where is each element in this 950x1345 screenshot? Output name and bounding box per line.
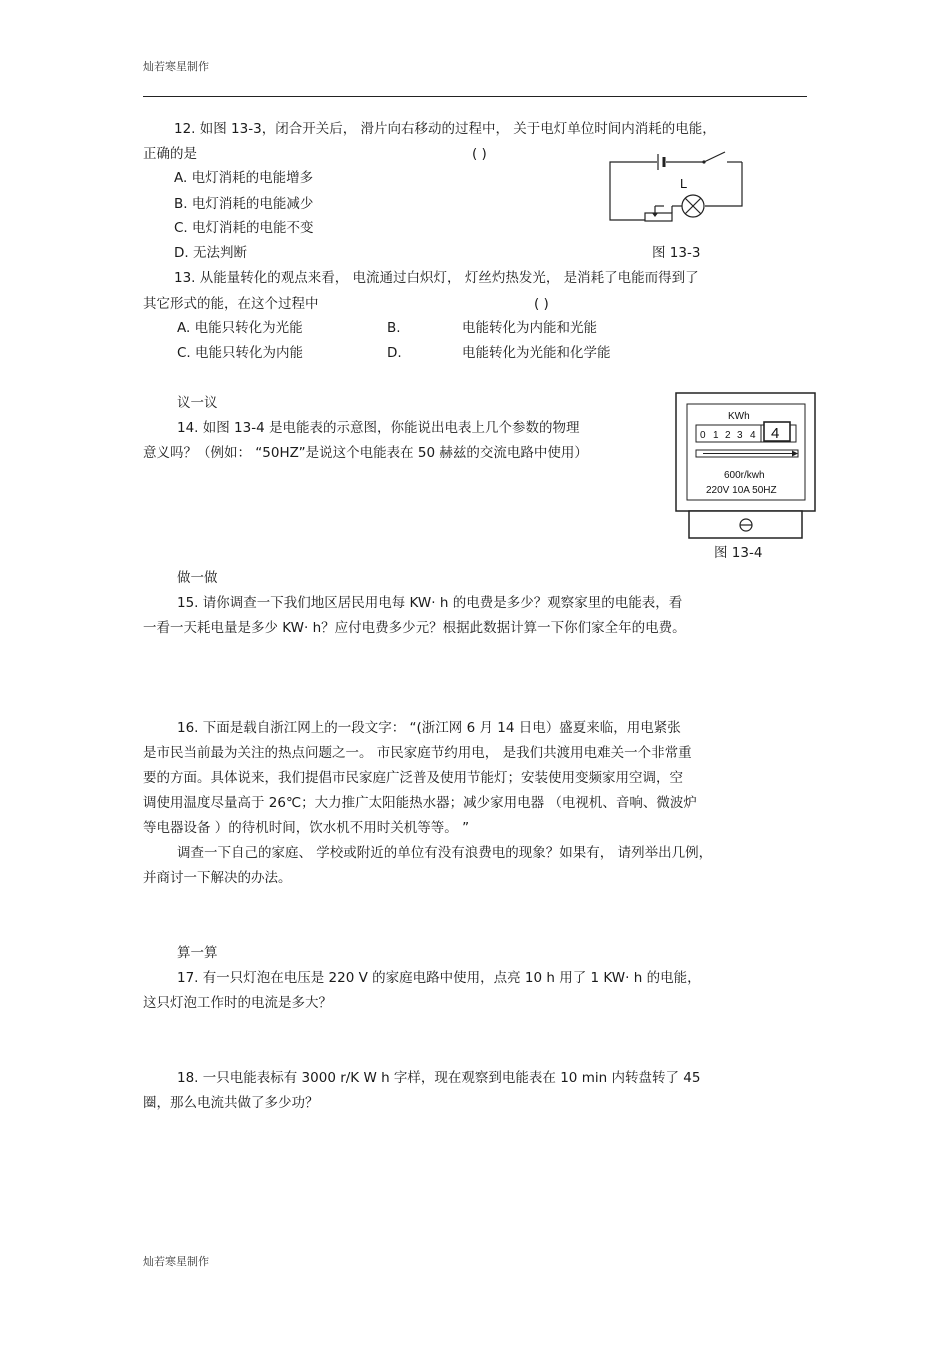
meter-digit: 2 <box>725 430 731 441</box>
lamp-label: L <box>680 176 688 191</box>
q12-option-c: C. 电灯消耗的电能不变 <box>174 220 314 236</box>
q16-line: 调使用温度尽量高于 26℃；大力推广太阳能热水器；减少家用电器 （电视机、音响、微波炉 <box>143 795 697 811</box>
q15-line2: 一看一天耗电量是多少 KW· h？应付电费多少元？根据此数据计算一下你们家全年的电费。 <box>143 620 686 636</box>
q12-option-b: B. 电灯消耗的电能减少 <box>174 196 314 212</box>
meter-big-digit: 4 <box>771 425 780 442</box>
q12-option-a: A. 电灯消耗的电能增多 <box>174 170 314 186</box>
page-footer: 灿若寒星制作 <box>143 1255 209 1268</box>
header-rule <box>143 96 807 97</box>
meter-spec-label: 220V 10A 50HZ <box>706 485 777 496</box>
circuit-diagram-figure <box>600 146 750 226</box>
q13-option-b-text: 电能转化为内能和光能 <box>462 320 597 336</box>
page-header: 灿若寒星制作 <box>143 60 209 73</box>
q13-line2: 其它形式的能，在这个过程中 <box>143 296 319 312</box>
electric-meter-figure <box>675 392 817 540</box>
q13-option-d-text: 电能转化为光能和化学能 <box>462 345 611 361</box>
q12-answer-bracket: ( ) <box>472 146 487 162</box>
section-heading-do: 做一做 <box>177 570 218 586</box>
q16-line: 要的方面。具体说来，我们提倡市民家庭广泛普及使用节能灯；安装使用变频家用空调，空 <box>143 770 683 786</box>
q17-line1: 17. 有一只灯泡在电压是 220 V 的家庭电路中使用，点亮 10 h 用了 1 KW· h 的电能， <box>177 970 701 986</box>
section-heading-calc: 算一算 <box>177 945 218 961</box>
q16-line: 并商讨一下解决的办法。 <box>143 870 292 886</box>
q12-option-d: D. 无法判断 <box>174 245 247 261</box>
fig13-3-caption: 图 13-3 <box>652 245 701 261</box>
q13-option-c: C. 电能只转化为内能 <box>177 345 304 361</box>
q17-line2: 这只灯泡工作时的电流是多大？ <box>143 995 332 1011</box>
meter-digit: 0 <box>700 430 706 441</box>
meter-rate-label: 600r/kwh <box>724 470 765 481</box>
meter-digit: 4 <box>750 430 756 441</box>
q13-option-d-letter: D. <box>387 345 402 361</box>
q14-line1: 14. 如图 13-4 是电能表的示意图，你能说出电表上几个参数的物理 <box>177 420 580 436</box>
fig13-4-caption: 图 13-4 <box>714 545 763 561</box>
q18-line2: 圈，那么电流共做了多少功？ <box>143 1095 319 1111</box>
q16-line: 是市民当前最为关注的热点问题之一。 市民家庭节约用电， 是我们共渡用电难关一个非常重 <box>143 745 692 761</box>
switch-icon <box>704 152 725 162</box>
q14-line2: 意义吗？（例如： “50HZ”是说这个电能表在 50 赫兹的交流电路中使用） <box>143 445 588 461</box>
q13-option-b-letter: B. <box>387 320 401 336</box>
q12-line1: 12. 如图 13-3，闭合开关后， 滑片向右移动的过程中， 关于电灯单位时间内消耗的电能， <box>174 121 716 137</box>
q16-line: 等电器设备 ）的待机时间，饮水机不用时关机等等。 ” <box>143 820 470 836</box>
meter-unit-label: KWh <box>728 411 750 422</box>
section-heading-discuss: 议一议 <box>177 395 218 411</box>
rheostat-icon <box>645 213 672 221</box>
q13-option-a: A. 电能只转化为光能 <box>177 320 303 336</box>
q12-line2: 正确的是 <box>143 146 197 162</box>
q13-answer-bracket: ( ) <box>534 296 549 312</box>
q13-line1: 13. 从能量转化的观点来看， 电流通过白炽灯， 灯丝灼热发光， 是消耗了电能而得到了 <box>174 270 699 286</box>
meter-digit: 1 <box>713 430 719 441</box>
meter-digit: 3 <box>737 430 743 441</box>
q16-line: 调查一下自己的家庭、 学校或附近的单位有没有浪费电的现象？如果有， 请列举出几例， <box>177 845 713 861</box>
q18-line1: 18. 一只电能表标有 3000 r/K W h 字样，现在观察到电能表在 10 min 内转盘转了 45 <box>177 1070 701 1086</box>
q15-line1: 15. 请你调查一下我们地区居民用电每 KW· h 的电费是多少？观察家里的电能表，看 <box>177 595 683 611</box>
q16-line: 16. 下面是载自浙江网上的一段文字： “(浙江网 6 月 14 日电）盛夏来临，用电紧张 <box>177 720 681 736</box>
